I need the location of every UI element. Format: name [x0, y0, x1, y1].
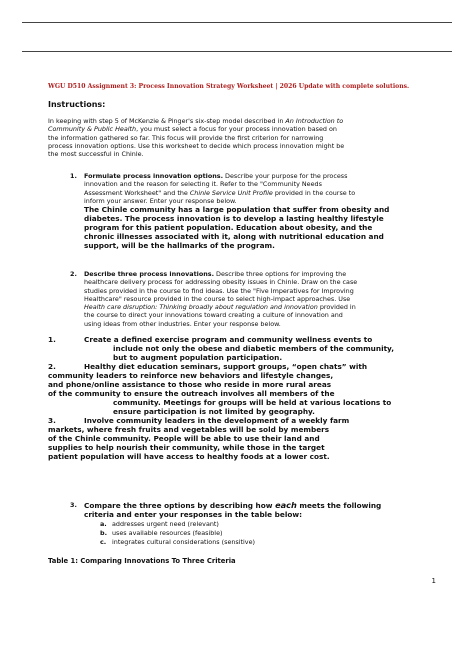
table-caption: Table 1: Comparing Innovations To Three Criteria [48, 557, 236, 565]
header-rule-bottom [22, 51, 452, 52]
option1-text: Create a defined exercise program and community wellness events to include not only the obese and diabetic members of the community, but to augment population participation. [84, 335, 395, 362]
item3-prompt: Compare the three options by describing how each meets the following criteria and enter your responses in the table below: [84, 500, 382, 519]
item2-number: 2. [70, 270, 77, 278]
option3-number: 3. [48, 416, 56, 425]
intro-paragraph: In keeping with step 5 of McKenzie & Pinger's six-step model described in An Introduction to Community & Public Health, you must select a focus for your process innovation based on the information gathered so far. This focus will provide the first criterion for narrowing process innovation options. Use this worksheet to decide which process innovation might be the most successful in Chinle. [48, 117, 345, 159]
item2-prompt: Describe three process innovations. Describe three options for improving the healthcare delivery process for addressing obesity issues in Chinle. Draw on the case studies provided in the course to find ideas. Use the "Five Imperatives for Improving Healthcare" resource provided in the course to select high-impact approaches. Use Health care disruption: Thinking broadly about regulation and innovation provided in the course to direct your innovations toward creating a culture of innovation and using ideas from other industries. Enter your response below. [84, 270, 358, 328]
page-number: 1 [431, 577, 436, 585]
option2-number: 2. [48, 362, 56, 371]
item1-response: The Chinle community has a large population that suffer from obesity and diabetes. The process innovation is to develop a lasting healthy lifestyle program for this patient population. Education about obesity, and the chronic illnesses associated with it, along with nutritional education and support, will be the hallmarks of the program. [84, 205, 390, 250]
criteria-item: c. integrates cultural considerations (sensitive) [100, 538, 256, 546]
item1-number: 1. [70, 172, 77, 180]
option1-number: 1. [48, 335, 56, 344]
instructions-heading: Instructions: [48, 100, 106, 109]
item1-prompt: Formulate process innovation options. Describe your purpose for the process innovation and the reason for selecting it. Refer to the "Community Needs Assessment Worksheet" and the Chinle Service Unit Profile provided in the course to inform your answer. Enter your response below. [84, 172, 356, 205]
criteria-item: a. addresses urgent need (relevant) [100, 520, 219, 528]
criteria-list [100, 520, 255, 547]
option2-text: Healthy diet education seminars, support groups, “open chats” with community leaders to reinforce new behaviors and lifestyle changes, and phone/online assistance to those who reside in more rural areas of the community to ensure the outreach involves all members of the community. Meetings for groups will be held at various locations to ensure participation is not limited by geography. [48, 362, 392, 416]
criteria-item: b. uses available resources (feasible) [100, 529, 223, 537]
item3-number: 3. [70, 501, 77, 509]
option3-text: Involve community leaders in the development of a weekly farm markets, where fresh fruits and vegetables will be sold by members of the Chinle community. People will be able to use their land and supplies to help nourish their community, while those in the target patient population will have access to healthy foods at a lower cost. [48, 416, 350, 461]
header-rule-top [22, 22, 452, 23]
document-title: WGU D510 Assignment 3: Process Innovation Strategy Worksheet | 2026 Update with complete solutions. [48, 83, 410, 90]
